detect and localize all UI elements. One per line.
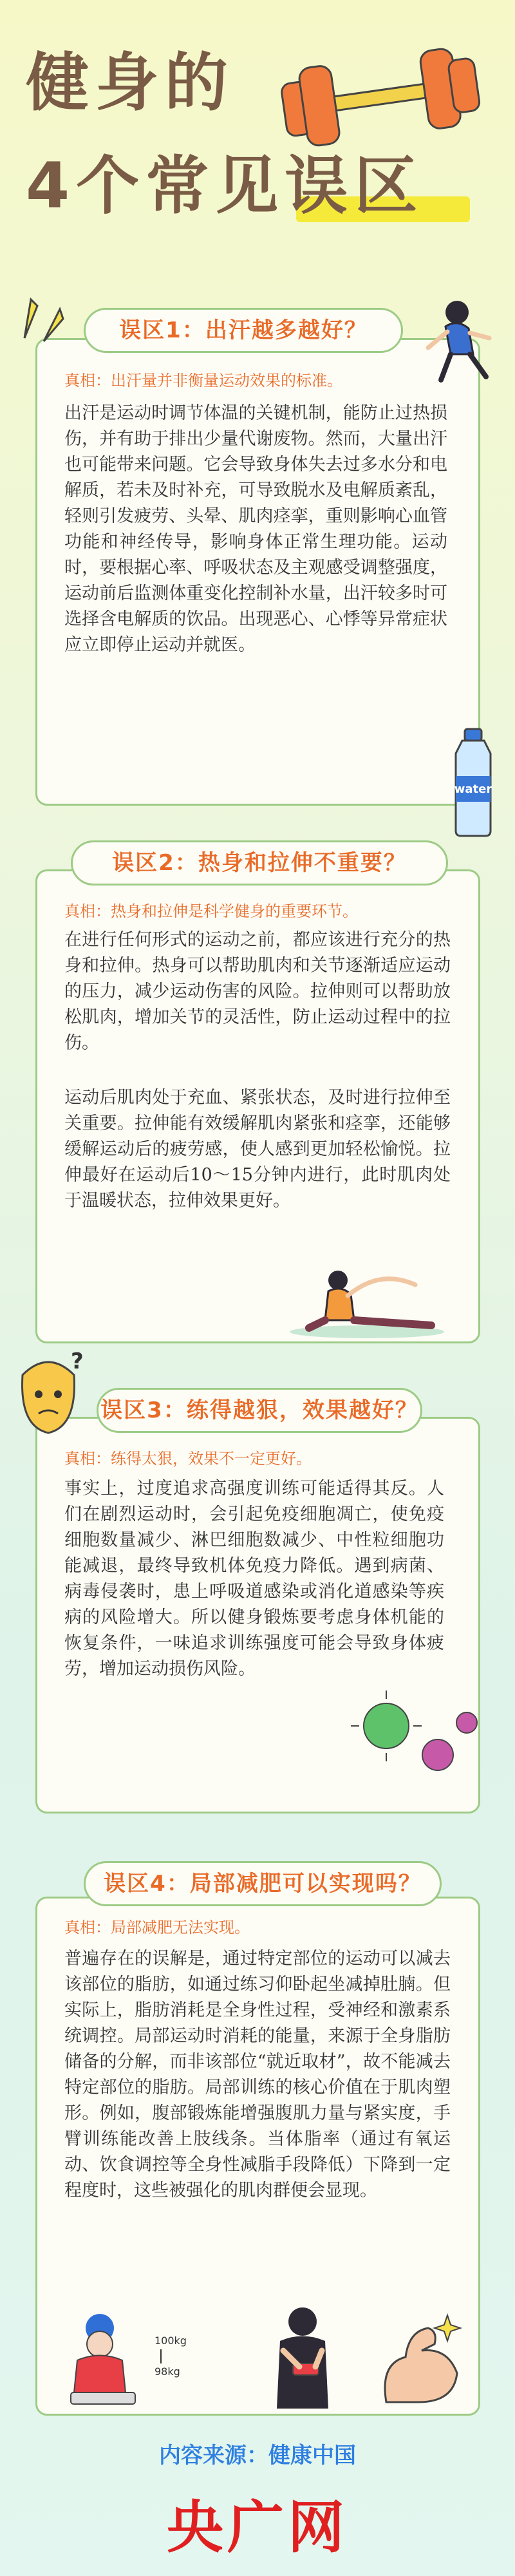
section-4-truth: 真相：局部减肥无法实现。: [64, 1918, 250, 1937]
section-1-paragraph-1: 出汗是运动时调节体温的关键机制，能防止过热损伤，并有助于排出少量代谢废物。然而，大量出汗也可能带来问题。它会导致身体失去过多水分和电解质，若未及时补充，可导致脱水及电解质紊乱，轻则引发疲劳、头晕、肌肉痉挛，重则影响心血管功能和神经传导，影响身体正常生理功能。运动时，要根据心率、呼吸状态及主观感受调整强度，运动前后监测体重变化控制补水量，出汗较多时可选择含电解质的饮品。出现恶心、心悸等异常症状应立即停止运动并就医。: [64, 403, 447, 655]
question-mark: ?: [71, 1349, 84, 1374]
water-bottle-icon: [444, 728, 502, 837]
stretching-woman-icon: [270, 1256, 444, 1340]
section-4-paragraph-1: 普遍存在的误解是，通过特定部位的运动可以减去该部位的脂肪，如通过练习仰卧起坐减掉肚腩。但实际上，脂肪消耗是全身性过程，受神经和激素系统调控。局部运动时消耗的能量，来源于全身脂肪储备的分解，而非该部位“就近取材”，故不能减去特定部位的脂肪。局部训练的核心价值在于肌肉塑形。例如，腹部锻炼能增强腹肌力量与紧实度，手臂训练能改善上肢线条。当体脂率（通过有氧运动、饮食调控等全身性减脂手段降低）下降到一定程度时，这些被强化的肌肉群便会显现。: [64, 1949, 451, 2201]
section-2-heading: 误区2：热身和拉伸不重要？: [71, 840, 448, 886]
scale-girl-icon: [64, 2306, 212, 2409]
content-source: 内容来源：健康中国: [159, 2443, 356, 2468]
virus-icon: [341, 1687, 483, 1784]
section-2-truth: 真相：热身和拉伸是科学健身的重要环节。: [64, 902, 358, 920]
scale-top-label: 100kg: [154, 2334, 187, 2347]
section-1-truth: 真相：出汗量并非衡量运动效果的标准。: [64, 372, 342, 390]
section-2-paragraph-1: 在进行任何形式的运动之前，都应该进行充分的热身和拉伸。热身可以帮助肌肉和关节逐渐适应运动的压力，减少运动伤害的风险。拉伸则可以帮助放松肌肉，增加关节的灵活性，防止运动过程中的拉伤。: [64, 930, 451, 1053]
scale-bottom-label: 98kg: [154, 2365, 180, 2378]
cnr-logo: 央广网: [166, 2494, 348, 2561]
muscle-arm-icon: [373, 2312, 470, 2409]
runner-icon: [412, 293, 502, 390]
bottle-label: water: [454, 782, 492, 796]
section-4-heading: 误区4：局部减肥可以实现吗？: [84, 1861, 442, 1906]
section-1-heading: 误区1：出汗越多越好？: [84, 308, 403, 353]
weightlifter-icon: [254, 2302, 351, 2412]
section-3-truth: 真相：练得太狠，效果不一定更好。: [64, 1450, 312, 1468]
page-title-line1: 健身的: [26, 46, 235, 120]
sparkle-icon: [12, 293, 70, 351]
dumbbell-icon: [270, 45, 489, 148]
section-3-paragraph-1: 事实上，过度追求高强度训练可能适得其反。人们在剧烈运动时，会引起免疫细胞凋亡，使免疫细胞数量减少、淋巴细胞数减少、中性粒细胞功能减退，最终导致机体免疫力降低。遇到病菌、病毒侵袭时，患上呼吸道感染或消化道感染等疾病的风险增大。所以健身锻炼要考虑身体机能的恢复条件，一味追求训练强度可能会导致身体疲劳，增加运动损伤风险。: [64, 1479, 444, 1679]
section-2-paragraph-2: 运动后肌肉处于充血、紧张状态，及时进行拉伸至关重要。拉伸能有效缓解肌肉紧张和痉挛，还能够缓解运动后的疲劳感，使人感到更加轻松愉悦。拉伸最好在运动后10～15分钟内进行，此时肌肉处于温暖状态，拉伸效果更好。: [64, 1088, 451, 1211]
section-3-heading: 误区3：练得越狠，效果越好？: [97, 1388, 422, 1433]
confused-mascot-icon: [10, 1349, 87, 1446]
page-title-line2: 4个常见误区: [26, 149, 424, 223]
